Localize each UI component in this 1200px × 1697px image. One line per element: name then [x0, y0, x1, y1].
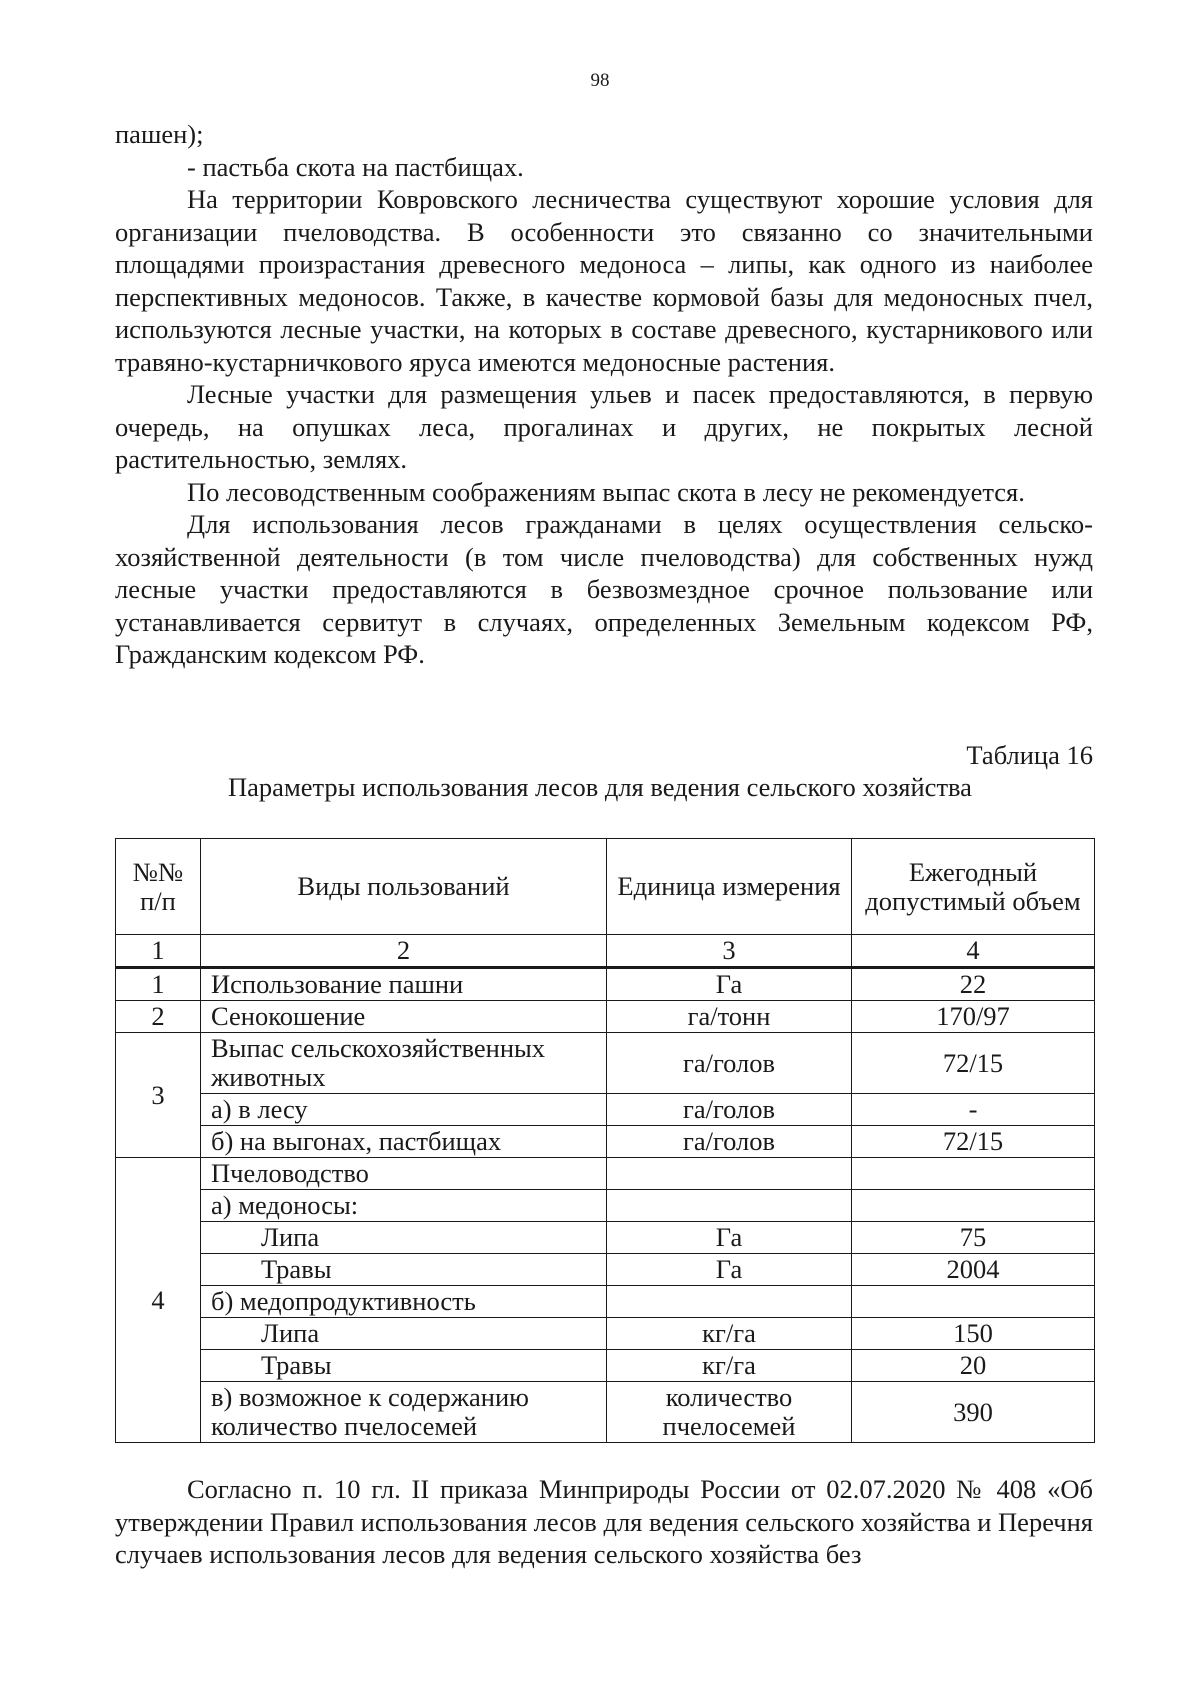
- unit: Га: [607, 968, 852, 1001]
- table-row: [116, 1286, 1095, 1318]
- column-number: 3: [607, 935, 852, 968]
- unit: га/голов: [607, 1033, 852, 1094]
- unit: кг/га: [607, 1350, 852, 1382]
- annual-volume: 390: [852, 1382, 1095, 1443]
- table-row: [116, 1094, 1095, 1126]
- unit: Га: [607, 1254, 852, 1286]
- column-number-row: [116, 935, 1095, 968]
- column-number: 2: [201, 935, 607, 968]
- header-volume: Ежегодный допустимый объем: [852, 839, 1095, 935]
- unit: кг/га: [607, 1318, 852, 1350]
- usage-type: в) возможное к содержанию количество пчелосемей: [201, 1382, 607, 1443]
- annual-volume: 72/15: [852, 1033, 1095, 1094]
- paragraph-order-reference: Согласно п. 10 гл. II приказа Минприроды России от 02.07.2020 № 408 «Об утверждении Правил использования лесов для ведения сельского хозяйства и Перечня случаев использования лесов для ведения сельского хозяйства без: [115, 1474, 1093, 1569]
- header-num: №№ п/п: [116, 839, 201, 935]
- usage-type: Использование пашни: [201, 968, 607, 1001]
- row-number: 4: [116, 1158, 201, 1443]
- table-header-row: [116, 839, 1095, 935]
- table-row: [116, 1350, 1095, 1382]
- usage-type: Выпас сельскохозяйственных животных: [201, 1033, 607, 1094]
- usage-type: Травы: [201, 1254, 607, 1286]
- row-number: 1: [116, 968, 201, 1001]
- usage-type: Липа: [201, 1318, 607, 1350]
- unit: га/голов: [607, 1126, 852, 1158]
- usage-type: Липа: [201, 1222, 607, 1254]
- unit: [607, 1286, 852, 1318]
- parameters-table: [115, 838, 1095, 1443]
- table-row: [116, 1222, 1095, 1254]
- row-number: 3: [116, 1033, 201, 1158]
- column-number: 1: [116, 935, 201, 968]
- annual-volume: -: [852, 1094, 1095, 1126]
- unit: [607, 1158, 852, 1190]
- page-number: 98: [590, 70, 610, 91]
- unit: Га: [607, 1222, 852, 1254]
- table-row: [116, 1318, 1095, 1350]
- annual-volume: 72/15: [852, 1126, 1095, 1158]
- usage-type: Пчеловодство: [201, 1158, 607, 1190]
- table-row: [116, 1254, 1095, 1286]
- unit: га/тонн: [607, 1001, 852, 1033]
- usage-type: б) медопродуктивность: [201, 1286, 607, 1318]
- table-row: [116, 1190, 1095, 1222]
- header-unit: Единица измерения: [607, 839, 852, 935]
- intro-section: [115, 118, 1093, 671]
- paragraph-beekeeping: На территории Ковровского лесничества существуют хорошие условия для организации пчеловодства. В особенности это связанно со значительными площадями произрастания древесного медоноса – липы, как одного из наиболее перспективных медоносов. Также, в качестве кормовой базы для медоносных пчел, используются лесные участки, на которых в составе древесного, кустарникового или травяно-кустарничкового яруса имеются медоносные растения.: [115, 184, 1093, 377]
- usage-type: а) медоносы:: [201, 1190, 607, 1222]
- unit: [607, 1190, 852, 1222]
- table-row: [116, 1382, 1095, 1443]
- table-row: [116, 1158, 1095, 1190]
- table-row: [116, 968, 1095, 1001]
- table-row: [116, 1033, 1095, 1094]
- table-row: [116, 1001, 1095, 1033]
- column-number: 4: [852, 935, 1095, 968]
- usage-type: б) на выгонах, пастбищах: [201, 1126, 607, 1158]
- usage-type: Травы: [201, 1350, 607, 1382]
- annual-volume: 20: [852, 1350, 1095, 1382]
- header-type: Виды пользований: [201, 839, 607, 935]
- outro-section: [115, 1473, 1093, 1571]
- row-number: 2: [116, 1001, 201, 1033]
- annual-volume: 2004: [852, 1254, 1095, 1286]
- unit: га/голов: [607, 1094, 852, 1126]
- table-label: Таблица 16: [966, 740, 1093, 770]
- annual-volume: 75: [852, 1222, 1095, 1254]
- table-row: [116, 1126, 1095, 1158]
- annual-volume: [852, 1158, 1095, 1190]
- continuation-line: пашен);: [115, 119, 204, 149]
- bullet-item: - пастьба скота на пастбищах.: [187, 151, 524, 182]
- paragraph-citizens-use: Для использования лесов гражданами в целях осуществления сельско-хозяйственной деятельности (в том числе пчеловодства) для собственных нужд лесные участки предоставляются в безвозмездное срочное пользование или устанавливается сервитут в случаях, определенных Земельным кодексом РФ, Гражданским кодексом РФ.: [115, 509, 1093, 669]
- usage-type: Сенокошение: [201, 1001, 607, 1033]
- table-title: Параметры использования лесов для ведения сельского хозяйства: [228, 772, 972, 802]
- usage-type: а) в лесу: [201, 1094, 607, 1126]
- annual-volume: [852, 1190, 1095, 1222]
- annual-volume: [852, 1286, 1095, 1318]
- annual-volume: 170/97: [852, 1001, 1095, 1033]
- paragraph-grazing: По лесоводственным соображениям выпас скота в лесу не рекомендуется.: [187, 476, 1025, 507]
- unit: количество пчелосемей: [607, 1382, 852, 1443]
- annual-volume: 22: [852, 968, 1095, 1001]
- paragraph-apiary-sites: Лесные участки для размещения ульев и пасек предоставляются, в первую очередь, на опушках леса, прогалинах и других, не покрытых лесной растительностью, землях.: [115, 379, 1093, 474]
- annual-volume: 150: [852, 1318, 1095, 1350]
